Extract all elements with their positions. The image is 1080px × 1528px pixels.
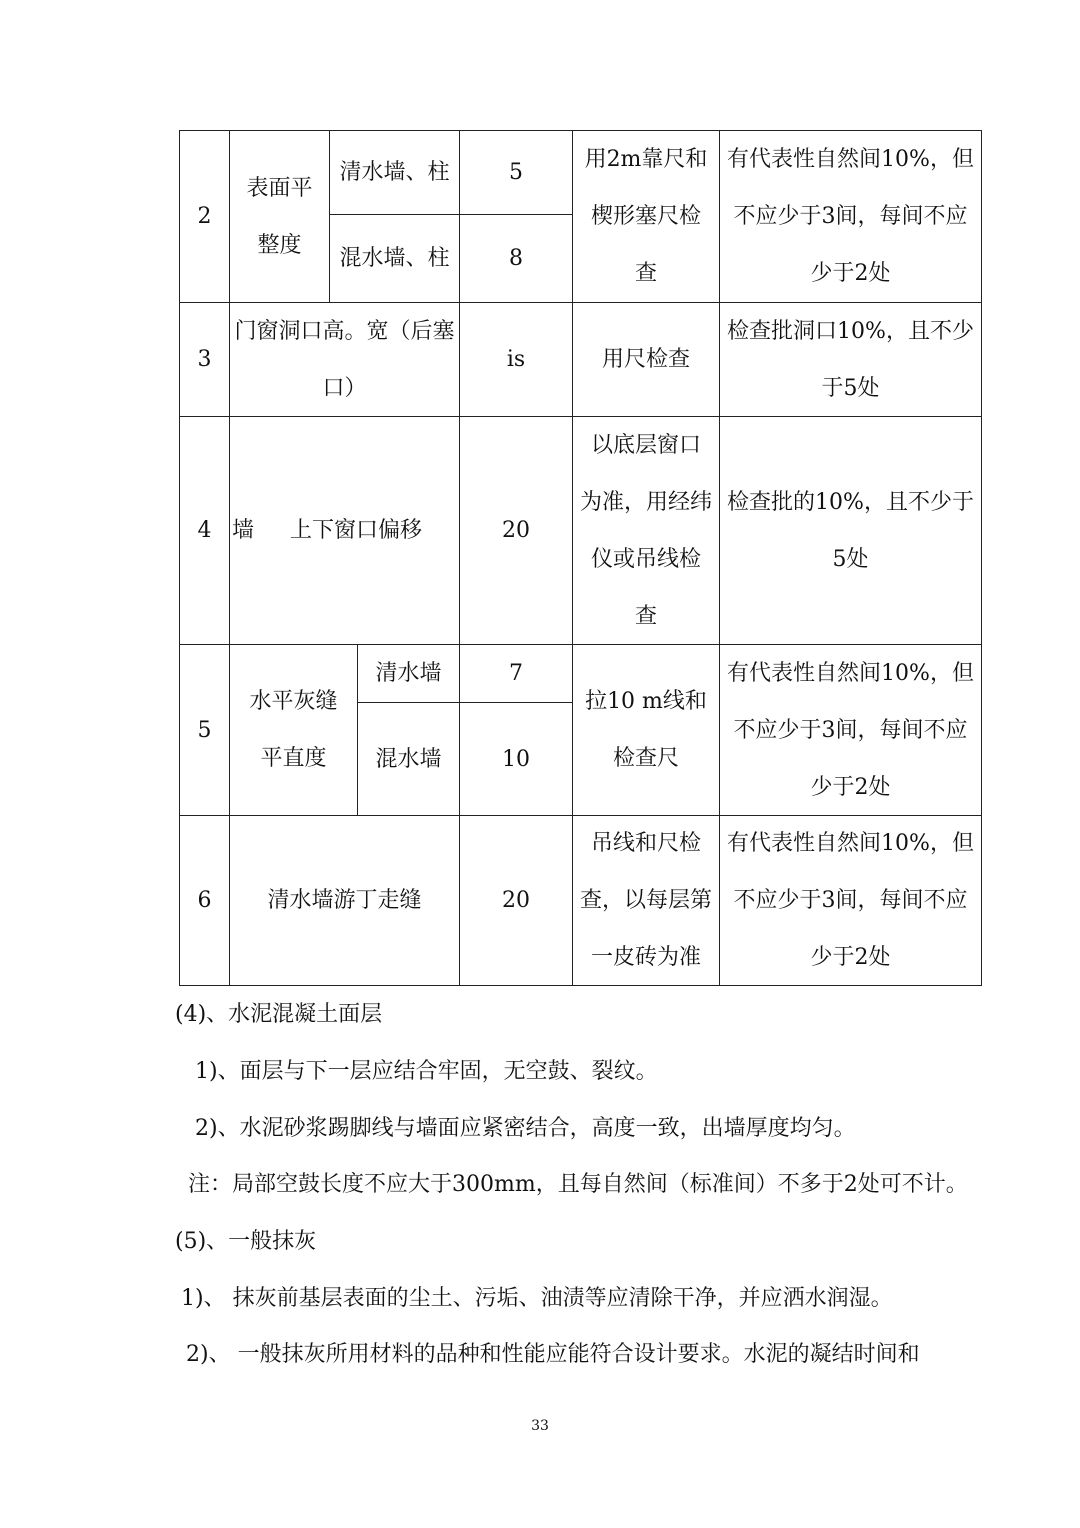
table-cell-scope: 有代表性自然间10%，但 不应少于3间，每间不应 少于2处 (719, 644, 982, 816)
paragraph: 2)、水泥砂浆踢脚线与墙面应紧密结合，高度一致，出墙厚度均匀。 (195, 1116, 856, 1141)
table-cell-no: 3 (179, 302, 230, 417)
table-cell-no: 5 (179, 644, 230, 816)
table-cell-value: 7 (459, 644, 573, 703)
table-cell-item: 水平灰缝 平直度 (229, 644, 358, 816)
table-cell-scope: 检查批洞口10%，且不少 于5处 (719, 302, 982, 417)
table-cell-item: 表面平 整度 (229, 130, 330, 303)
note: 注：局部空鼓长度不应大于300mm，且每自然间（标准间）不多于2处可不计。 (188, 1172, 968, 1197)
table-cell-scope: 有代表性自然间10%，但 不应少于3间，每间不应 少于2处 (719, 815, 982, 986)
table-cell-no: 6 (179, 815, 230, 986)
paragraph: 1)、面层与下一层应结合牢固，无空鼓、裂纹。 (195, 1059, 658, 1084)
table-cell-subitem: 混水墙、柱 (329, 214, 460, 303)
table-cell-method: 用2m靠尺和 楔形塞尺检 查 (572, 130, 720, 303)
section-heading: (4)、水泥混凝土面层 (175, 1002, 383, 1027)
table-cell-no: 2 (179, 130, 230, 303)
table-cell-item: 墙 上下窗口偏移 (229, 416, 460, 645)
table-cell-value: is (459, 302, 573, 417)
paragraph: 1)、 抹灰前基层表面的尘土、污垢、油渍等应清除干净，并应洒水润湿。 (181, 1286, 893, 1311)
table-cell-value: 8 (459, 214, 573, 303)
table-cell-subitem: 清水墙 (357, 644, 460, 703)
table-cell-subitem: 混水墙 (357, 702, 460, 816)
table-cell-value: 20 (459, 416, 573, 645)
table-cell-scope: 有代表性自然间10%，但 不应少于3间，每间不应 少于2处 (719, 130, 982, 303)
table-cell-scope: 检查批的10%，且不少于 5处 (719, 416, 982, 645)
table-cell-value: 5 (459, 130, 573, 215)
table-cell-value: 20 (459, 815, 573, 986)
table-cell-method: 吊线和尺检 查，以每层第 一皮砖为准 (572, 815, 720, 986)
table-cell-item: 清水墙游丁走缝 (229, 815, 460, 986)
table-cell-subitem: 清水墙、柱 (329, 130, 460, 215)
table-cell-method: 以底层窗口 为准，用经纬 仪或吊线检 查 (572, 416, 720, 645)
table-cell-no: 4 (179, 416, 230, 645)
table-cell-method: 用尺检查 (572, 302, 720, 417)
table-cell-value: 10 (459, 702, 573, 816)
section-heading: (5)、一般抹灰 (175, 1229, 317, 1254)
paragraph: 2)、 一般抹灰所用材料的品种和性能应能符合设计要求。水泥的凝结时间和 (186, 1342, 920, 1367)
page-number: 33 (531, 1418, 549, 1434)
table-cell-method: 拉10 m线和 检查尺 (572, 644, 720, 816)
table-cell-item: 门窗洞口高。宽（后塞 口） (229, 302, 460, 417)
